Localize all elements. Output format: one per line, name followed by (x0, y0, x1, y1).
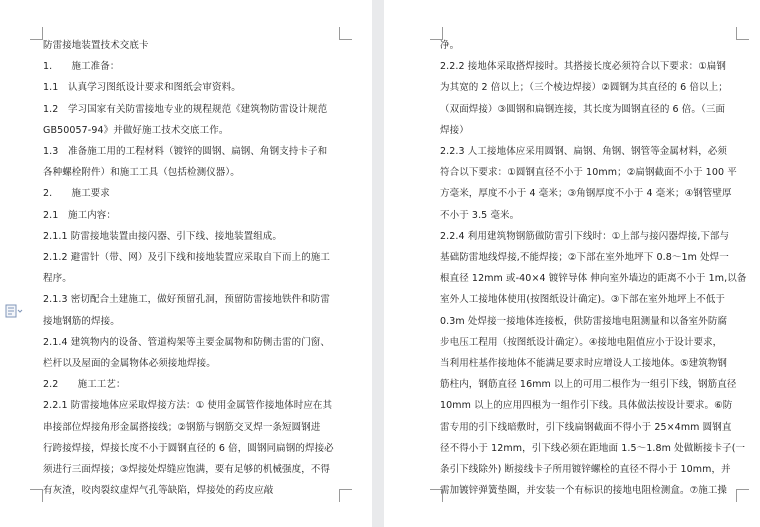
text-line: 栏杆以及屋面的金属物体必须接地焊接。 (43, 358, 216, 369)
page-corner-mark (30, 27, 43, 40)
text-line: 2.2.3 人工接地体应采用圆钢、扁钢、角钢、钢管等金属材料，必须 (440, 146, 727, 157)
text-line: （双面焊接）③圆钢和扁钢连接，其长度为圆钢直径的 6 倍。（三面 (440, 103, 726, 115)
text-line: 2.1.3 密切配合土建施工，做好预留孔洞，预留防雷接地铁件和防雷 (43, 294, 330, 306)
text-line: 2.1.4 建筑物内的设备、管道构架等主要金属物和防侧击雷的门窗、 (43, 336, 330, 348)
text-line: 径不得小于 12mm，引下线必须在距地面 1.5～1.8m 处做断接卡子(一 (440, 442, 746, 454)
text-line: 2.1.2 避雷针（带、网）及引下线和接地装置应采取自下而上的施工 (43, 252, 330, 263)
text-line: 方毫米，厚度不小于 4 毫米；③角钢厚度不小于 4 毫米；④钢管壁厚 (440, 188, 732, 200)
text-line: 不小于 3.5 毫米。 (440, 209, 520, 221)
page-gap (372, 0, 384, 527)
text-line: 10mm 以上的应用四根为一组作引下线。具体做法按设计要求。⑥防 (440, 400, 733, 412)
text-line: 2.2.4 利用建筑物钢筋做防雷引下线时：①上部与接闪器焊接,下部与 (440, 230, 730, 242)
page-corner-mark (339, 489, 352, 502)
text-line: 步电压工程用（按图纸设计确定）。④接地电阻值应小于设计要求， (440, 336, 723, 348)
text-line: 2.2.2 接地体采取搭焊接时。其搭接长度必须符合以下要求：①扁钢 (440, 61, 727, 73)
page-corner-mark (430, 27, 443, 40)
text-line: 防雷接地装置技术交底卡 (43, 40, 149, 51)
text-line: 串接部位焊接角形金属搭接线；②钢筋与钢筋交叉焊一条短圆钢进 (43, 421, 321, 433)
text-line: 室外人工接地体使用(按图纸设计确定)。③下部在室外地坪上不低于 (440, 294, 726, 306)
text-line: 需加镀锌弹簧垫圈，并安装一个有标识的接地电阻检测盒。⑦施工操 (440, 485, 728, 497)
text-line: 1.3 准备施工用的工程材料（镀锌的圆钢、扁钢、角钢支持卡子和 (43, 146, 328, 157)
text-line: 筋柱内，钢筋直径 16mm 以上的可用二根作为一组引下线，钢筋直径 (440, 379, 737, 391)
text-line: 各种螺栓附件）和施工工具（包括检测仪器）。 (43, 167, 240, 179)
text-line: 条引下线除外) 断接线卡子所用镀锌螺栓的直径不得小于 10mm，并 (440, 464, 731, 475)
page-corner-mark (736, 489, 749, 502)
page-corner-mark (736, 27, 749, 40)
text-line: 雷专用的引下线暗敷时，引下线扁钢截面不得小于 25×4mm 圆钢直 (440, 421, 732, 433)
text-line: 基础防雷地线焊接,不能焊接；②下部在室外地坪下 0.8～1m 处焊一 (440, 252, 729, 263)
text-line: 1.2 学习国家有关防雷接地专业的规程规范《建筑物防雷设计规范 (43, 103, 328, 115)
text-line: 2.1 施工内容： (43, 209, 117, 221)
text-line: 有灰渣，咬肉裂纹虚焊气孔等缺陷，焊接处的药皮应敲 (43, 485, 274, 497)
text-line: 为其宽的 2 倍以上；（三个棱边焊接）②圆钢为其直径的 6 倍以上； (440, 82, 728, 94)
text-line: 净。 (440, 40, 460, 51)
right-page (384, 0, 760, 527)
text-line: 0.3m 处焊接一接地体连接板，供防雷接地电阻测量和以备室外防腐 (440, 315, 728, 327)
text-line: 根直径 12mm 或-40×4 镀锌导体 伸向室外墙边的距离不小于 1m,以备 (440, 273, 747, 285)
left-page (0, 0, 372, 527)
text-line: 符合以下要求：①圆钢直径不小于 10mm；②扁钢截面不小于 100 平 (440, 167, 737, 179)
text-line: 1. 施工准备： (43, 61, 120, 73)
text-line: 须进行三面焊接；③焊接处焊缝应饱满，要有足够的机械强度，不得 (43, 464, 331, 475)
page-corner-mark (30, 489, 43, 502)
text-line: GB50057-94》并做好施工技术交底工作。 (43, 124, 229, 136)
text-line: 2.2 施工工艺： (43, 379, 126, 391)
text-line: 接地钢筋的焊接。 (43, 315, 120, 327)
text-line: 当利用柱基作接地体不能满足要求时应增设人工接地体。⑤建筑物钢 (440, 358, 728, 369)
text-line: 程序。 (43, 273, 72, 285)
page-corner-mark (339, 27, 352, 40)
text-line: 行跨接焊接，焊接长度不小于圆钢直径的 6 倍，圆钢同扁钢的焊接必 (43, 442, 334, 454)
text-line: 2.1.1 防雷接地装置由接闪器、引下线、接地装置组成。 (43, 230, 282, 242)
text-line: 焊接） (440, 124, 469, 136)
text-line: 2. 施工要求 (43, 188, 110, 200)
document-icon[interactable] (5, 303, 23, 317)
text-line: 1.1 认真学习图纸设计要求和图纸会审资料。 (43, 82, 241, 94)
text-line: 2.2.1 防雷接地体应采取焊接方法：① 使用金属管作接地体时应在其 (43, 400, 333, 412)
